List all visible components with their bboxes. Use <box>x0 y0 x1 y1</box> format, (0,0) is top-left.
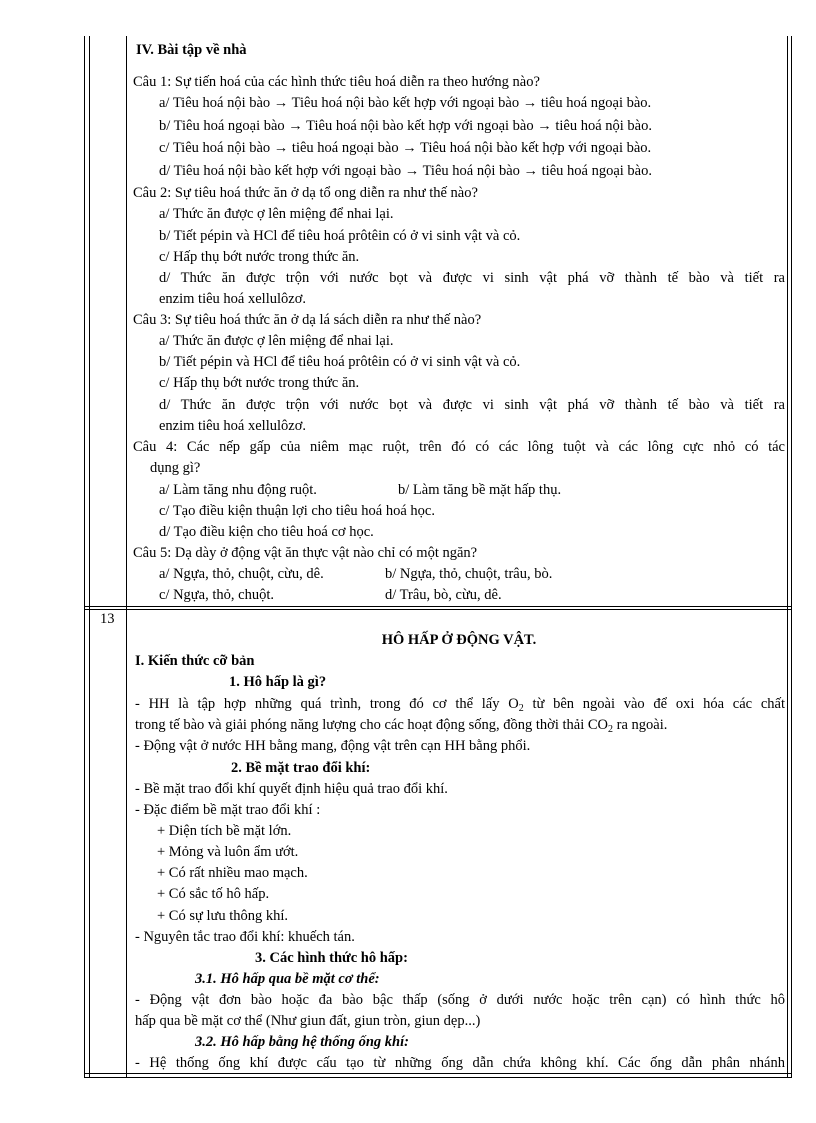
q5-question: Câu 5: Dạ dày ở động vật ăn thực vật nào chỉ có một ngăn? <box>133 545 478 561</box>
q2-option-d-cont: enzim tiêu hoá xellulôzơ. <box>159 291 306 307</box>
q4-option-b: b/ Làm tăng bề mặt hấp thụ. <box>398 482 562 498</box>
bullet-item: + Có sắc tố hô hấp. <box>157 886 270 902</box>
subheading-3-2: 3.2. Hô hấp bằng hệ thống ống khí: <box>195 1034 409 1050</box>
bullet-item: + Có rất nhiều mao mạch. <box>157 865 308 881</box>
part-heading: I. Kiến thức cỡ bản <box>135 653 255 669</box>
q3-option-d: d/ Thức ăn được trộn với nước bọt và được vi sinh vật phá vỡ thành tế bào và tiết ra <box>159 397 785 413</box>
q1-question: Câu 1: Sự tiến hoá của các hình thức tiêu hoá diễn ra theo hướng nào? <box>133 74 540 90</box>
q4-question: Câu 4: Các nếp gấp của niêm mạc ruột, trên đó có các lông tuột và các lông cực nhỏ có tác <box>133 439 785 455</box>
table-border-bottom-inner <box>85 1073 791 1074</box>
paragraph-2: - Động vật ở nước HH bằng mang, động vật trên cạn HH bằng phổi. <box>135 738 531 754</box>
q4-question-cont: dụng gì? <box>150 460 201 476</box>
row-separator <box>85 606 791 607</box>
subheading-2: 2. Bề mặt trao đổi khí: <box>231 760 371 776</box>
q4-option-a: a/ Làm tăng nhu động ruột. <box>159 482 317 498</box>
lesson-number: 13 <box>100 611 115 627</box>
q3-option-d-cont: enzim tiêu hoá xellulôzơ. <box>159 418 306 434</box>
q2-option-b: b/ Tiết pépin và HCl để tiêu hoá prôtêin có ở vi sinh vật và cỏ. <box>159 228 521 244</box>
q5-option-b: b/ Ngựa, thỏ, chuột, trâu, bò. <box>385 566 553 582</box>
q3-option-a: a/ Thức ăn được ợ lên miệng để nhai lại. <box>159 333 394 349</box>
row-separator-double <box>85 609 791 610</box>
table-border-left-inner <box>89 36 90 1077</box>
q1-option-a: a/ Tiêu hoá nội bào → Tiêu hoá nội bào kết hợp với ngoại bào → tiêu hoá ngoại bào. <box>159 95 652 111</box>
q2-option-d: d/ Thức ăn được trộn với nước bọt và được vi sinh vật phá vỡ thành tế bào và tiết ra <box>159 270 785 286</box>
q3-option-b: b/ Tiết pépin và HCl để tiêu hoá prôtêin có ở vi sinh vật và cỏ. <box>159 354 521 370</box>
q1-option-c: c/ Tiêu hoá nội bào → tiêu hoá ngoại bào → Tiêu hoá nội bào kết hợp với ngoại bào. <box>159 140 652 156</box>
q3-option-c: c/ Hấp thụ bớt nước trong thức ăn. <box>159 375 360 391</box>
bullet-item: + Có sự lưu thông khí. <box>157 908 289 924</box>
column-divider <box>126 36 127 1077</box>
bullet-item: + Mỏng và luôn ẩm ướt. <box>157 844 299 860</box>
paragraph-6-line-1: - Động vật đơn bào hoặc đa bào bậc thấp (sống ở dưới nước hoặc trên cạn) có hình thức hô <box>135 992 785 1008</box>
q3-question: Câu 3: Sự tiêu hoá thức ăn ở dạ lá sách diễn ra như thế nào? <box>133 312 482 328</box>
bullet-item: + Diện tích bề mặt lớn. <box>157 823 292 839</box>
paragraph-4: - Đặc điểm bề mặt trao đổi khí : <box>135 802 321 818</box>
paragraph-7-line-1: - Hệ thống ống khí được cấu tạo từ những ống dẫn chứa không khí. Các ống dẫn phân nhánh <box>135 1055 785 1071</box>
section-heading: IV. Bài tập về nhà <box>136 42 247 58</box>
subheading-1: 1. Hô hấp là gì? <box>229 674 327 690</box>
q4-option-d: d/ Tạo điều kiện cho tiêu hoá cơ học. <box>159 524 374 540</box>
lesson-title: HÔ HẤP Ở ĐỘNG VẬT. <box>381 632 537 648</box>
q5-option-c: c/ Ngựa, thỏ, chuột. <box>159 587 274 603</box>
q5-option-a: a/ Ngựa, thỏ, chuột, cừu, dê. <box>159 566 324 582</box>
q2-question: Câu 2: Sự tiêu hoá thức ăn ở dạ tổ ong diễn ra như thế nào? <box>133 185 478 201</box>
paragraph-6-line-2: hấp qua bề mặt cơ thể (Như giun đất, giun tròn, giun dẹp...) <box>135 1013 481 1029</box>
q2-option-a: a/ Thức ăn được ợ lên miệng để nhai lại. <box>159 206 394 222</box>
q1-option-d: d/ Tiêu hoá nội bào kết hợp với ngoại bào → Tiêu hoá nội bào → tiêu hoá ngoại bào. <box>159 163 652 179</box>
subheading-3: 3. Các hình thức hô hấp: <box>255 950 408 966</box>
paragraph-3: - Bề mặt trao đổi khí quyết định hiệu quả trao đổi khí. <box>135 781 448 797</box>
paragraph-1-line-1: - HH là tập hợp những quá trình, trong đó cơ thể lấy $O_2$ từ bên ngoài vào để oxi hóa các chất <box>135 696 785 714</box>
subheading-3-1: 3.1. Hô hấp qua bề mặt cơ thể: <box>195 971 380 987</box>
q2-option-c: c/ Hấp thụ bớt nước trong thức ăn. <box>159 249 360 265</box>
q1-option-b: b/ Tiêu hoá ngoại bào → Tiêu hoá nội bào kết hợp với ngoại bào → tiêu hoá nội bào. <box>159 118 652 134</box>
table-border-right-inner <box>787 36 788 1077</box>
q4-option-c: c/ Tạo điều kiện thuận lợi cho tiêu hoá hoá học. <box>159 503 435 519</box>
paragraph-1-line-2: trong tế bào và giải phóng năng lượng cho các hoạt động sống, đồng thời thải $CO_2$ ra ngoài. <box>135 717 668 735</box>
q5-option-d: d/ Trâu, bò, cừu, dê. <box>385 587 502 603</box>
paragraph-5: - Nguyên tắc trao đổi khí: khuếch tán. <box>135 929 355 945</box>
